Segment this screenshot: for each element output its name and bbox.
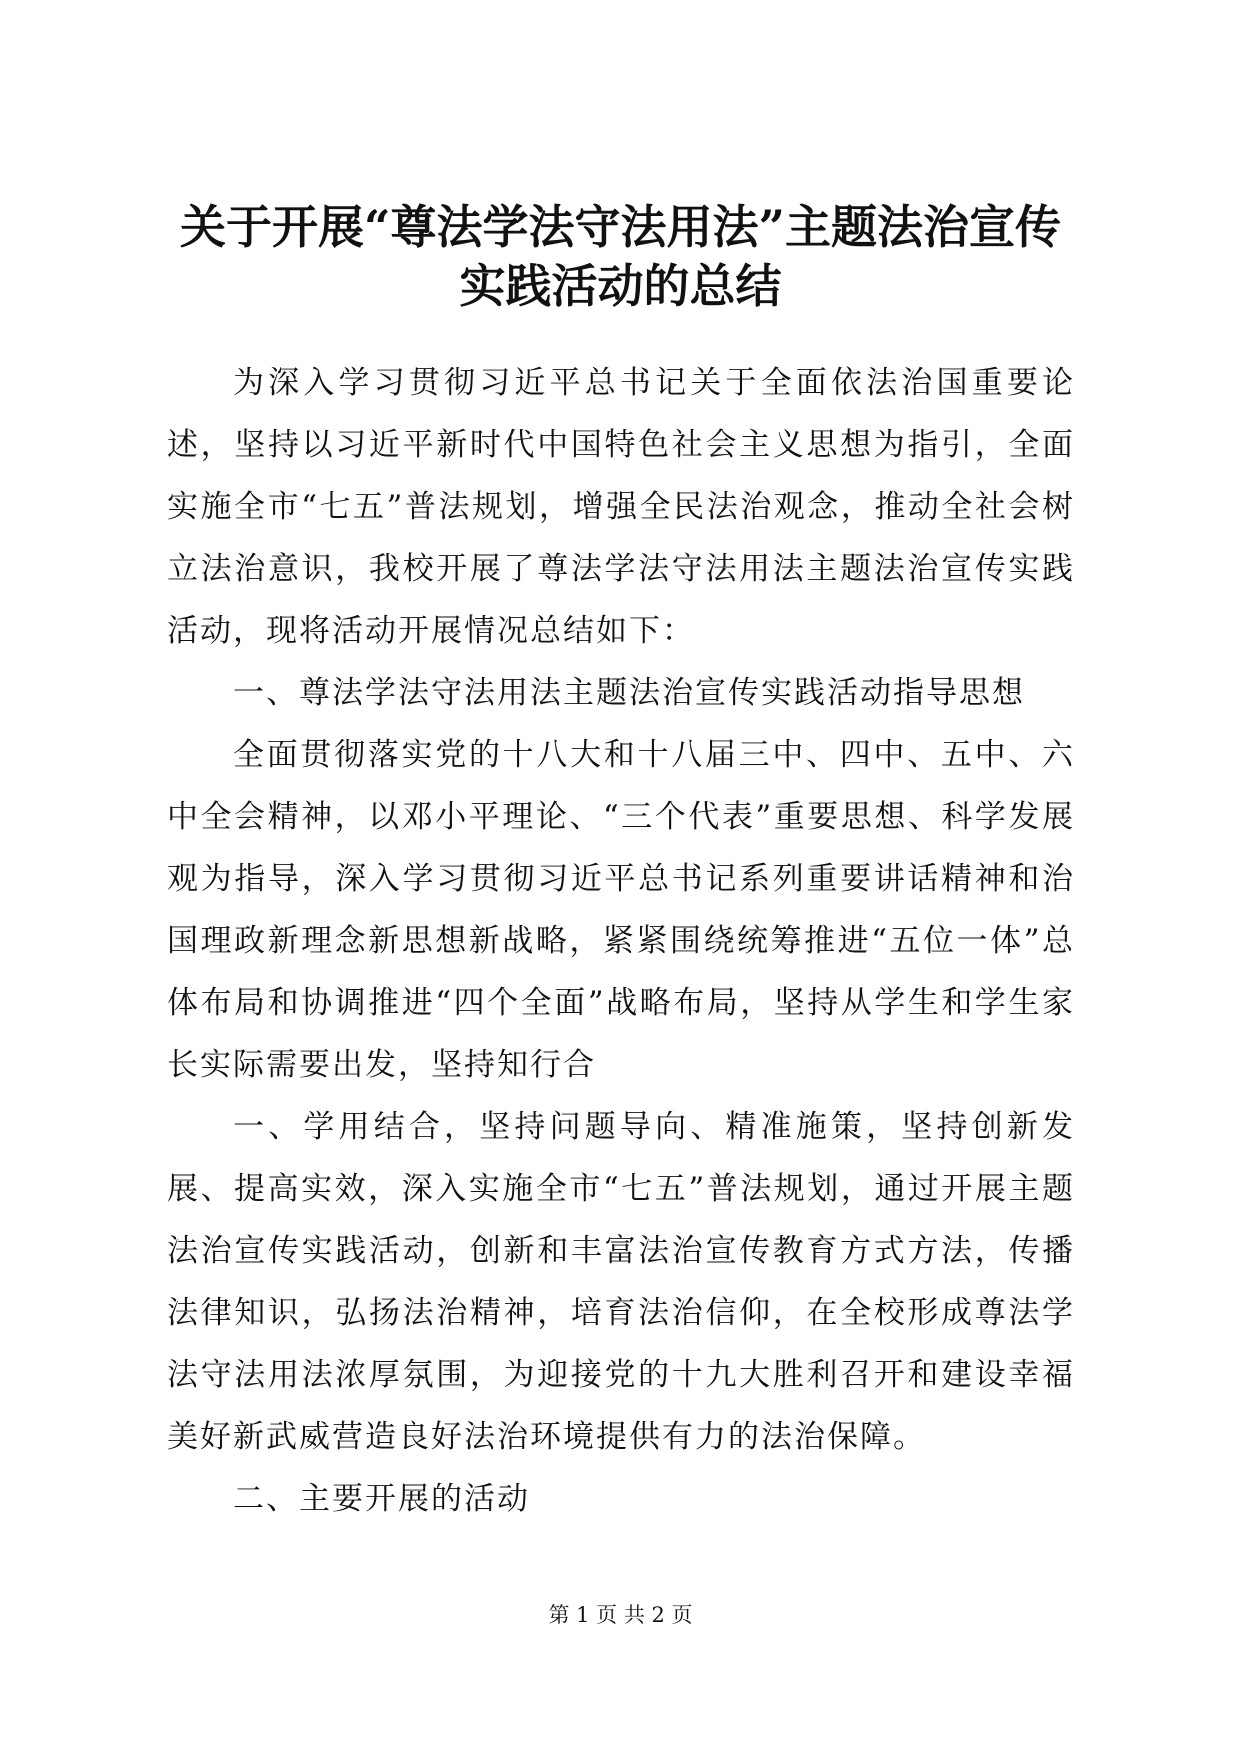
paragraph-learning-application: 一、学用结合，坚持问题导向、精准施策，坚持创新发展、提高实效，深入实施全市“七五”普法规划，通过开展主题法治宣传实践活动，创新和丰富法治宣传教育方式方法，传播法律知识，弘扬法治精神，培育法治信仰，在全校形成尊法学法守法用法浓厚氛围，为迎接党的十九大胜利召开和建设幸福美好新武威营造良好法治环境提供有力的法治保障。 [167, 1109, 1075, 1455]
paragraph-guiding-ideology: 全面贯彻落实党的十八大和十八届三中、四中、五中、六中全会精神，以邓小平理论、“三个代表”重要思想、科学发展观为指导，深入学习贯彻习近平总书记系列重要讲话精神和治国理政新理念新思想新战略，紧紧围绕统筹推进“五位一体”总体布局和协调推进“四个全面”战略布局，坚持从学生和学生家长实际需要出发，坚持知行合 [167, 737, 1075, 1083]
document-title-line-2: 实践活动的总结 [459, 259, 782, 313]
document-body [167, 352, 1075, 1530]
section-heading-main-activities: 二、主要开展的活动 [233, 1481, 530, 1517]
section-heading-guiding-ideology: 一、尊法学法守法用法主题法治宣传实践活动指导思想 [233, 675, 1025, 711]
paragraph-intro: 为深入学习贯彻习近平总书记关于全面依法治国重要论述，坚持以习近平新时代中国特色社会主义思想为指引，全面实施全市“七五”普法规划，增强全民法治观念，推动全社会树立法治意识，我校开展了尊法学法守法用法主题法治宣传实践活动，现将活动开展情况总结如下： [167, 365, 1075, 649]
page-number-footer: 第 1 页 共 2 页 [548, 1603, 693, 1627]
document-title-line-1: 关于开展“尊法学法守法用法”主题法治宣传 [180, 200, 1061, 254]
